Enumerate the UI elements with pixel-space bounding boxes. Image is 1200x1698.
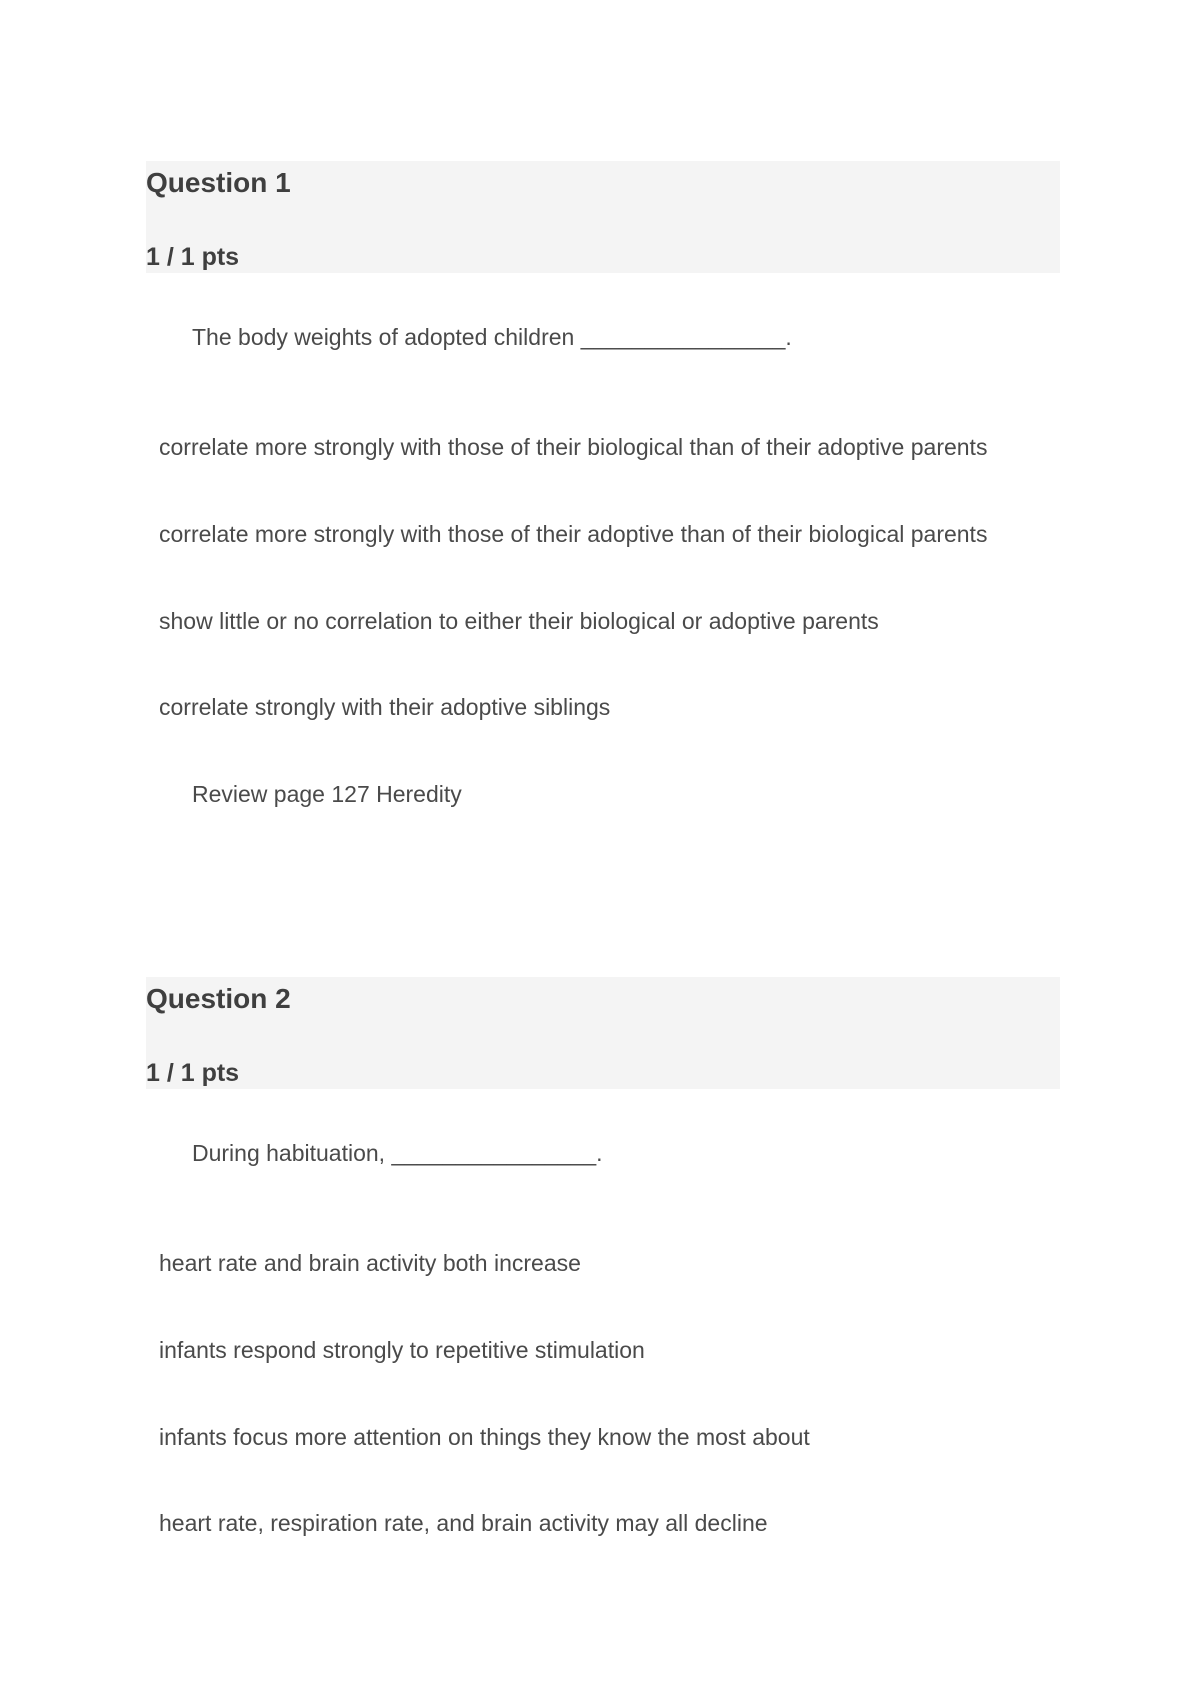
answer-option[interactable]: heart rate, respiration rate, and brain activity may all decline	[159, 1510, 768, 1536]
question-2	[146, 977, 1060, 1536]
question-title: Question 2	[146, 983, 291, 1014]
answer-option[interactable]: correlate more strongly with those of their adoptive than of their biological parents	[159, 521, 988, 547]
question-header	[146, 977, 1060, 1089]
question-points: 1 / 1 pts	[146, 243, 240, 271]
answer-option[interactable]: infants respond strongly to repetitive stimulation	[159, 1337, 645, 1363]
question-text: The body weights of adopted children ________________.	[192, 324, 792, 350]
question-1	[146, 161, 1060, 807]
answer-option[interactable]: correlate more strongly with those of their biological than of their adoptive parents	[159, 434, 988, 460]
answer-option[interactable]: heart rate and brain activity both increase	[159, 1250, 581, 1276]
question-comment: Review page 127 Heredity	[192, 781, 462, 807]
answer-option[interactable]: infants focus more attention on things they know the most about	[159, 1424, 810, 1450]
question-header	[146, 161, 1060, 273]
question-text: During habituation, ________________.	[192, 1140, 603, 1166]
question-title: Question 1	[146, 167, 291, 198]
answer-option[interactable]: correlate strongly with their adoptive siblings	[159, 694, 611, 720]
question-points: 1 / 1 pts	[146, 1059, 240, 1087]
answer-option[interactable]: show little or no correlation to either their biological or adoptive parents	[159, 608, 879, 634]
